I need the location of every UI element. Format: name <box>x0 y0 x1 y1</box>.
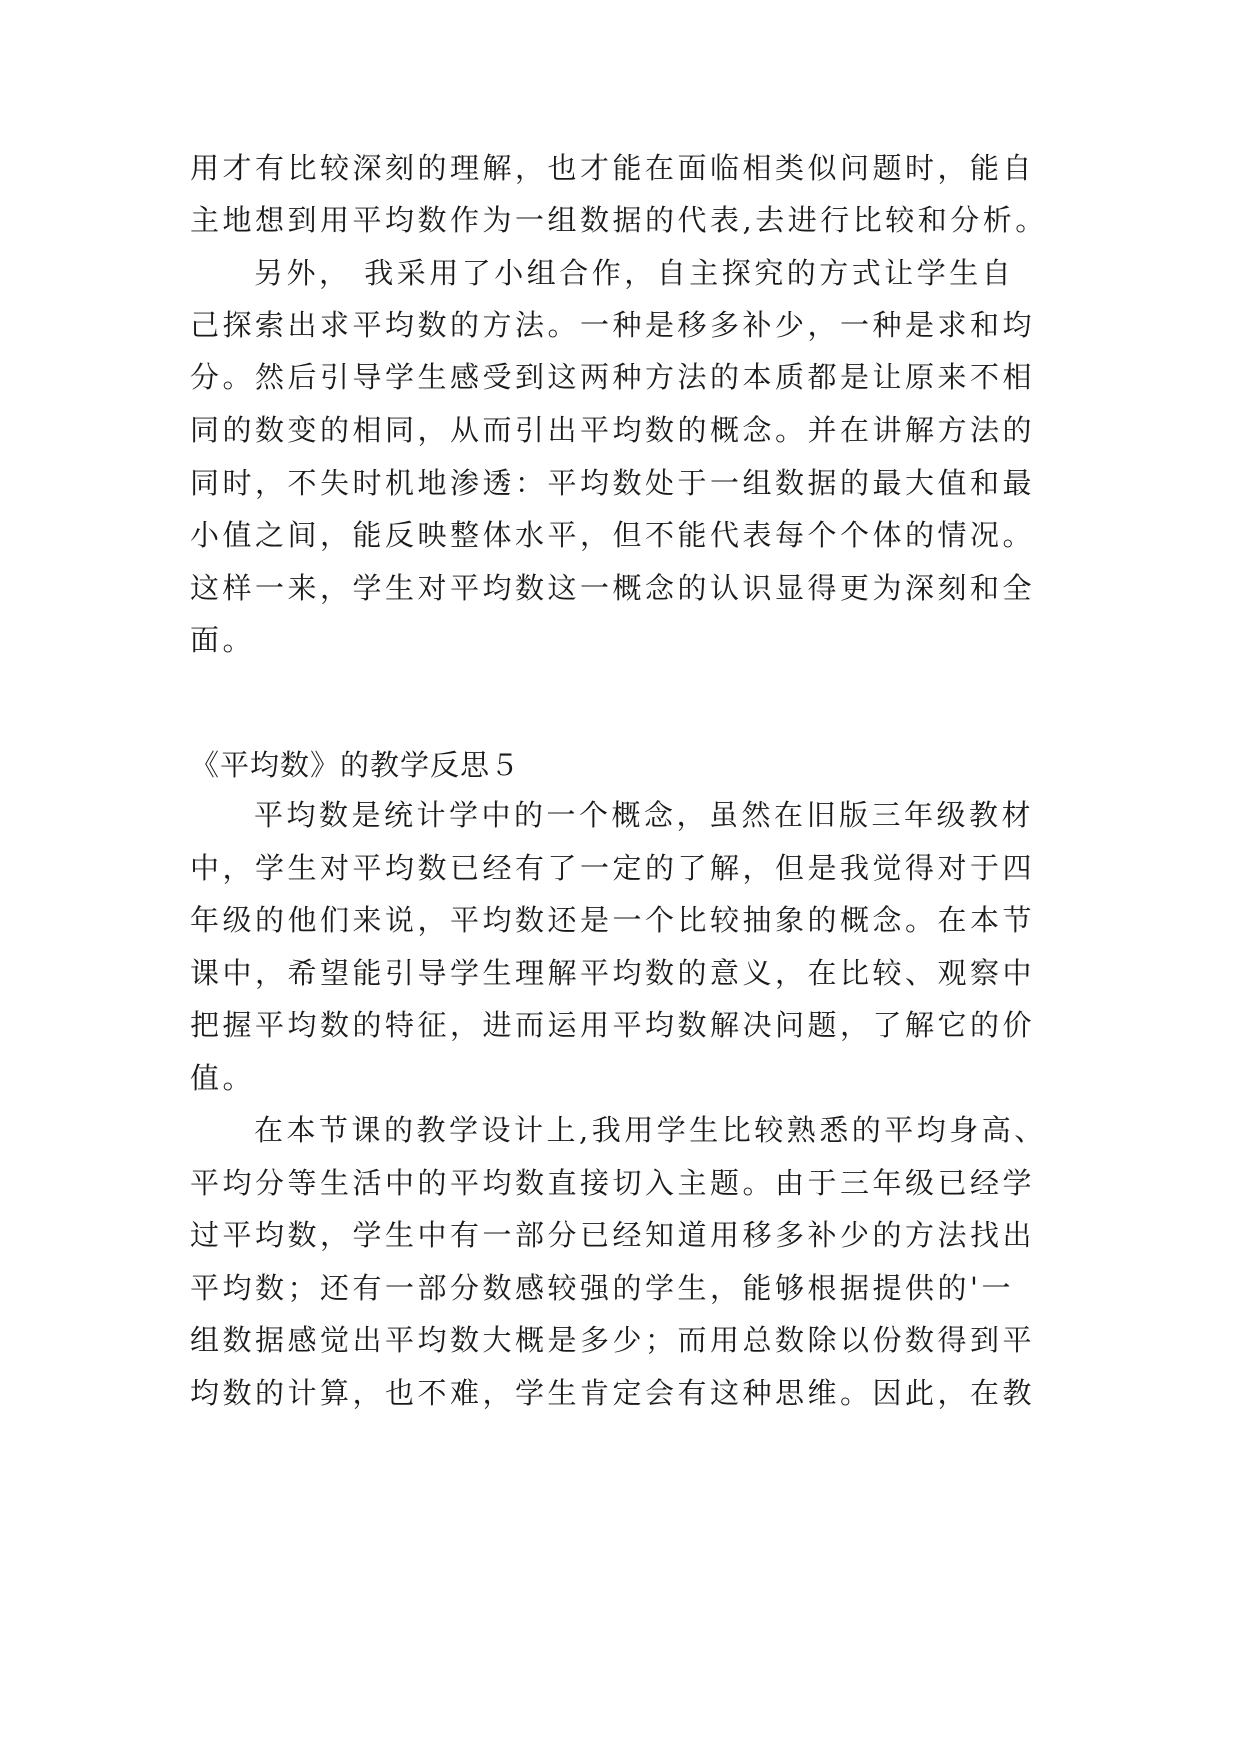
text-line: 面。 <box>190 623 256 657</box>
text-line: 在本节课的教学设计上,我用学生比较熟悉的平均身高、 <box>254 1113 1047 1147</box>
text-line: 均数的计算，也不难，学生肯定会有这种思维。因此，在教 <box>190 1376 1036 1410</box>
text-line: 中，学生对平均数已经有了一定的了解，但是我觉得对于四 <box>190 851 1036 885</box>
text-line: 小值之间，能反映整体水平，但不能代表每个个体的情况。 <box>190 518 1036 552</box>
text-line: 平均数；还有一部分数感较强的学生，能够根据提供的'一 <box>190 1271 1014 1305</box>
text-line: 课中，希望能引导学生理解平均数的意义，在比较、观察中 <box>190 956 1036 990</box>
text-line: 用才有比较深刻的理解，也才能在面临相类似问题时，能自 <box>190 151 1036 185</box>
text-line: 另外， 我采用了小组合作，自主探究的方式让学生自 <box>254 256 1015 290</box>
text-line: 组数据感觉出平均数大概是多少；而用总数除以份数得到平 <box>190 1323 1036 1357</box>
text-line: 同的数变的相同，从而引出平均数的概念。并在讲解方法的 <box>190 413 1036 447</box>
text-line: 己探索出求平均数的方法。一种是移多补少，一种是求和均 <box>190 308 1036 342</box>
text-line: 平均分等生活中的平均数直接切入主题。由于三年级已经学 <box>190 1166 1036 1200</box>
text-line: 分。然后引导学生感受到这两种方法的本质都是让原来不相 <box>190 360 1036 394</box>
text-line: 同时，不失时机地渗透：平均数处于一组数据的最大值和最 <box>190 466 1036 500</box>
text-line: 年级的他们来说，平均数还是一个比较抽象的概念。在本节 <box>190 903 1036 937</box>
text-line: 值。 <box>190 1061 256 1095</box>
text-line: 主地想到用平均数作为一组数据的代表,去进行比较和分析。 <box>190 203 1048 237</box>
section-heading: 《平均数》的教学反思５ <box>190 748 521 782</box>
text-line: 把握平均数的特征，进而运用平均数解决问题，了解它的价 <box>190 1008 1036 1042</box>
text-line: 这样一来，学生对平均数这一概念的认识显得更为深刻和全 <box>190 571 1036 605</box>
text-line: 过平均数，学生中有一部分已经知道用移多补少的方法找出 <box>190 1218 1036 1252</box>
text-line: 平均数是统计学中的一个概念，虽然在旧版三年级教材 <box>254 798 1035 832</box>
